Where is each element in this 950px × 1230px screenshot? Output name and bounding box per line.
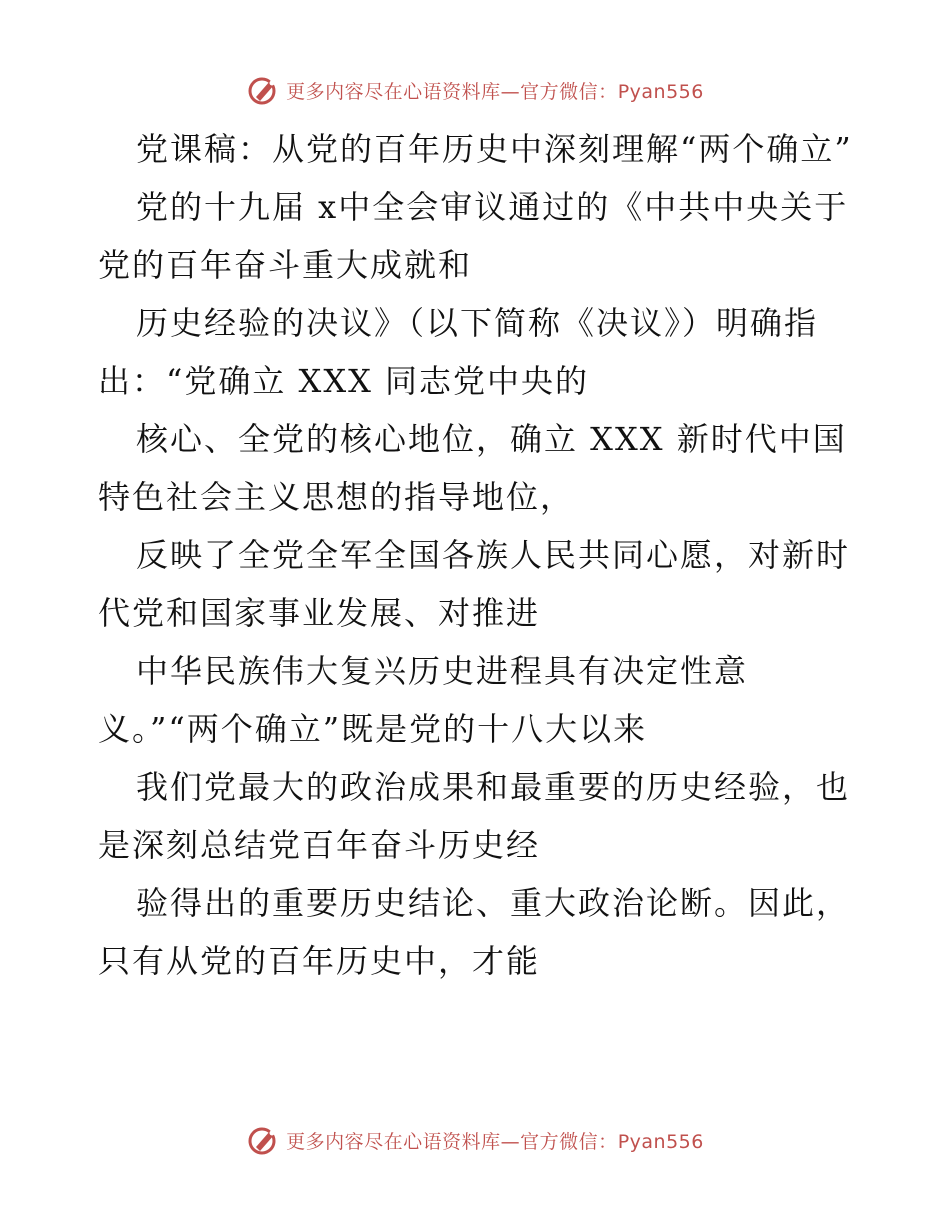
watermark-wechat-label: 官方微信：	[520, 1130, 618, 1153]
footer-watermark	[0, 1120, 950, 1160]
document-paragraph: 党的十九届 x中全会审议通过的《中共中央关于党的百年奋斗重大成就和	[98, 188, 849, 284]
document-paragraph: 验得出的重要历史结论、重大政治论断。因此，只有从党的百年历史中，才能	[98, 884, 851, 980]
document-paragraph: 我们党最大的政治成果和最重要的历史经验，也是深刻总结党百年奋斗历史经	[98, 768, 851, 864]
document-paragraph: 中华民族伟大复兴历史进程具有决定性意义。”“两个确立”既是党的十八大以来	[98, 652, 749, 748]
header-watermark	[0, 70, 950, 110]
watermark-site-text: 更多内容尽在心语资料库	[286, 80, 501, 103]
document-paragraph: 反映了全党全军全国各族人民共同心愿，对新时代党和国家事业发展、对推进	[98, 536, 851, 632]
pen-nib-logo-icon	[246, 73, 280, 107]
watermark-separator: —	[500, 1130, 521, 1153]
document-body	[98, 120, 858, 990]
watermark-wechat-id: Pyan556	[617, 80, 704, 103]
watermark-wechat-id: Pyan556	[617, 1130, 704, 1153]
document-title-paragraph: 党课稿：从党的百年历史中深刻理解“两个确立”	[136, 130, 853, 168]
pen-nib-logo-icon	[246, 1123, 280, 1157]
watermark-wechat-label: 官方微信：	[520, 80, 618, 103]
watermark-text	[286, 1127, 704, 1154]
watermark-site-text: 更多内容尽在心语资料库	[286, 1130, 501, 1153]
document-paragraph: 历史经验的决议》（以下简称《决议》）明确指出：“党确立 XXX 同志党中央的	[98, 304, 819, 400]
document-paragraph: 核心、全党的核心地位，确立 XXX 新时代中国特色社会主义思想的指导地位，	[98, 420, 847, 516]
watermark-text	[286, 77, 704, 104]
watermark-separator: —	[500, 80, 521, 103]
